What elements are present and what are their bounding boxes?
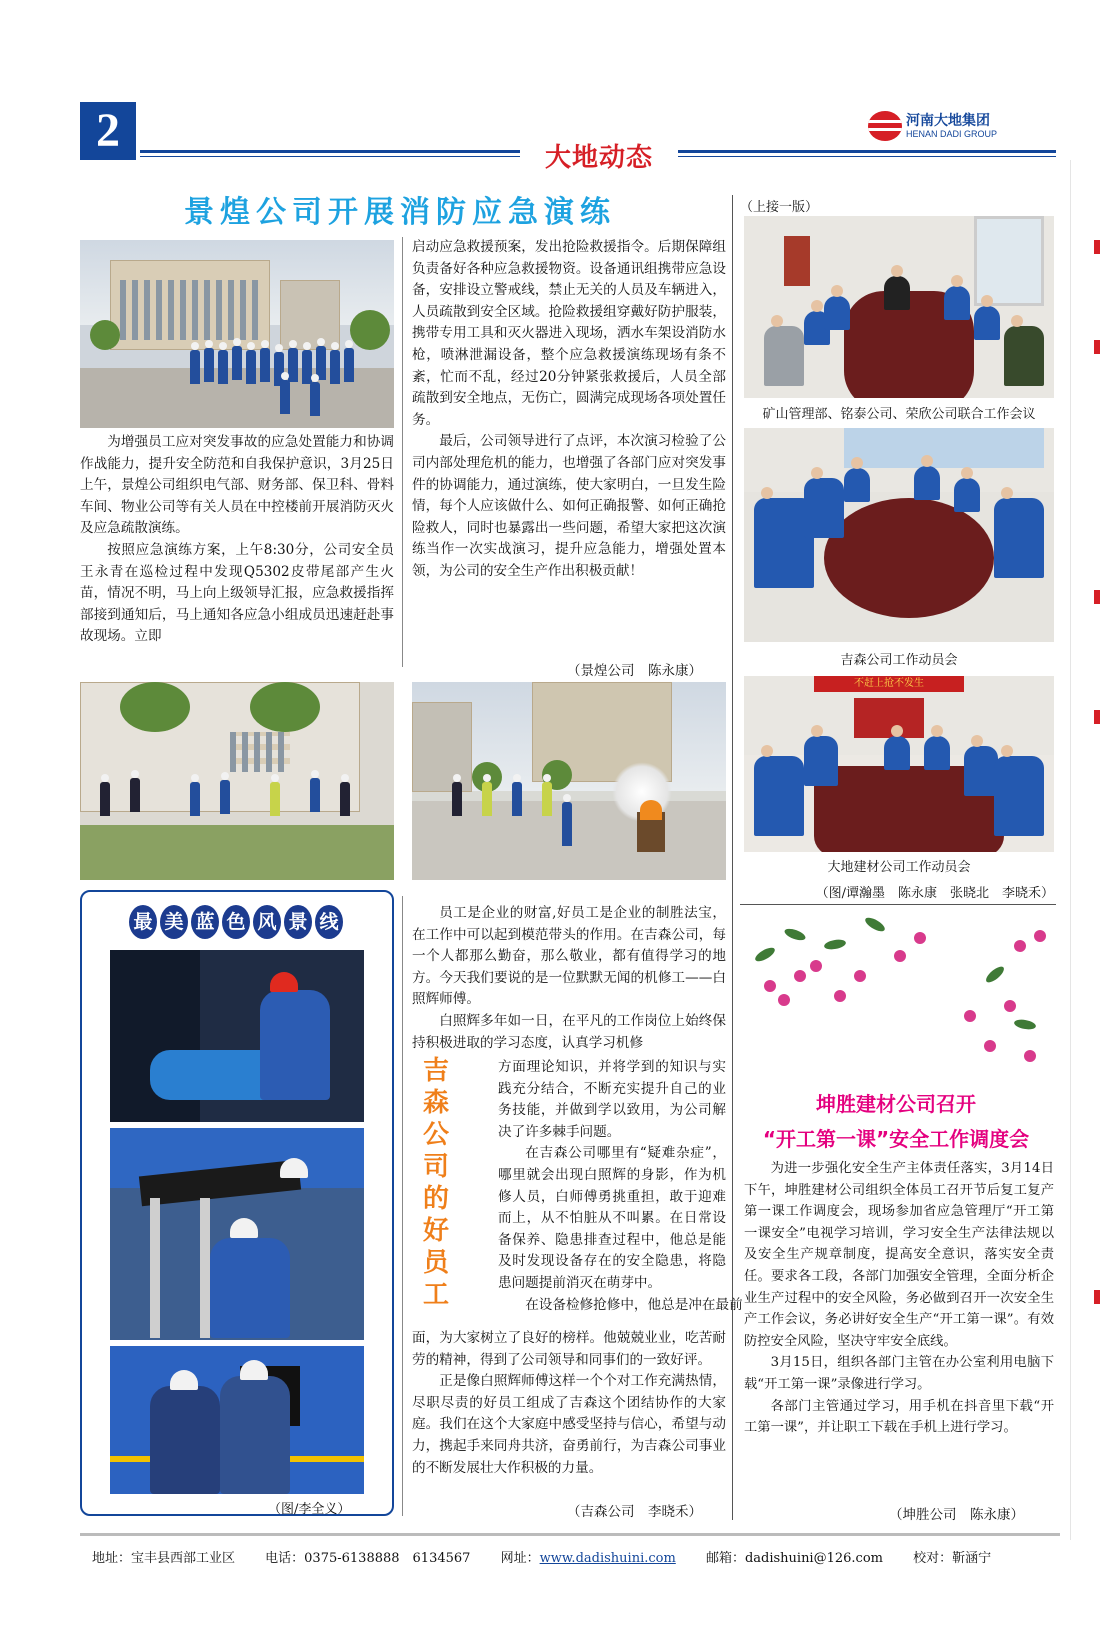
article3-byline: （坤胜公司 陈永康） (889, 1507, 1024, 1523)
page-number: 2 (80, 102, 136, 160)
article2-top (412, 903, 726, 1054)
feature-box-title (115, 905, 357, 941)
article2-bottom (412, 1328, 726, 1479)
photo-joint-meeting (744, 216, 1054, 398)
header-rule-left (140, 150, 520, 153)
caption-joint-meeting: 矿山管理部、铭泰公司、荣欣公司联合工作会议 (762, 407, 1036, 422)
photo-jisen-meeting (744, 428, 1054, 642)
feature-box-credit: （图/李全义） (268, 1502, 351, 1517)
article2-vertical-title: 吉森公司的好员工 (422, 1056, 449, 1310)
article1-paragraph: 启动应急救援预案，发出抢险救援指令。后期保障组负责备好各种应急救援物资。设备通讯组携带应急设备，安排设立警戒线，禁止无关的人员及车辆进入，人员疏散到安全区域。抢险救援组穿戴好防护服装，携带专用工具和灭火器进入现场，洒水车架设消防水枪，喷淋泄漏设备，整个应急救援演练现场有条不紊，忙而不乱，经过20分钟紧张救援后，人员全部疏散到安全地点，无伤亡，圆满完成现场各项处置任务。 (412, 239, 726, 428)
title-char: 蓝 (191, 905, 219, 939)
title-char: 风 (253, 905, 281, 939)
footer-phone: 电话：0375-6138888 6134567 (265, 1551, 471, 1566)
header-rule-left-thin (140, 156, 520, 157)
title-char: 色 (222, 905, 250, 939)
article2-middle (498, 1057, 743, 1316)
article3-paragraph: 各部门主管通过学习，用手机在抖音里下载“开工第一课”，并让职工下载在手机上进行学习。 (744, 1398, 1054, 1436)
title-char: 线 (315, 905, 343, 939)
edge-mark (1094, 340, 1100, 354)
title-char: 景 (284, 905, 312, 939)
article-title-fire-drill: 景煌公司开展消防应急演练 (184, 195, 616, 230)
article2-paragraph: 正是像白照辉师傅这样一个个对工作充满热情，尽职尽责的好员工组成了吉森这个团结协作的大家庭。我们在这个大家庭中感受坚持与信心，希望与动力，携起手来同舟共济，奋勇前行，为吉森公司事业的不断发展壮大作积极的力量。 (412, 1373, 726, 1476)
footer-website-label: 网址： (500, 1551, 540, 1566)
article3-paragraph: 为进一步强化安全生产主体责任落实，3月14日下午，坤胜建材公司组织全体员工召开节后复工复产第一课工作调度会，现场参加省应急管理厅“开工第一课安全”电视学习培训，学习安全生产法律法规以及安全生产规章制度，提高安全意识，落实安全责任。要求各工段，各部门加强安全管理，全面分析企业生产过程中的安全风险，务必做到召开一次安全生产工作会议，务必讲好安全生产“开工第一课”。有效防控安全风险，坚决守牢安全底线。 (744, 1161, 1054, 1349)
flower-decoration (744, 910, 1054, 1080)
article3-title-line2: “开工第一课”安全工作调度会 (762, 1127, 1030, 1151)
article1-paragraph: 按照应急演练方案，上午8:30分，公司安全员王永青在巡检过程中发现Q5302皮带尾部产生火苗，情况不明，马上向上级领导汇报，应急救援指挥部接到通知后，马上通知各应急小组成员迅速赶赴事故现场。立即 (80, 541, 394, 645)
article2-paragraph: 白照辉多年如一日，在平凡的工作岗位上始终保持积极进取的学习态度，认真学习机修 (412, 1012, 726, 1051)
article3-title-line1: 坤胜建材公司召开 (816, 1092, 976, 1116)
article1-paragraph: 最后，公司领导进行了点评，本次演习检验了公司内部处理危机的能力，也增强了各部门应对突发事件的协调能力，通过演练，使大家明白，一旦发生险情，每个人应该做什么、如何正确报警、如何正确抢险救人，同时也暴露出一些问题，希望大家把这次演练当作一次实战演习，提升应急能力，增强处置本领，为公司的安全生产作出积极贡献！ (412, 433, 726, 579)
photo-credit-right: （图/谭瀚墨 陈永康 张晓北 李晓禾） (815, 886, 1054, 901)
article2-paragraph: 员工是企业的财富,好员工是企业的制胜法宝，在工作中可以起到模范带头的作用。在吉森公司，每一个人都那么勤奋，那么敬业，都有值得学习的地方。今天我们要说的是一位默默无闻的机修工——白照辉师傅。 (412, 905, 726, 1008)
photo-dadi-building-meeting (744, 676, 1054, 852)
footer-email: 邮箱：dadishuini@126.com (705, 1551, 883, 1566)
photo-worker-valve (110, 950, 364, 1122)
caption-jisen-meeting: 吉森公司工作动员会 (840, 653, 958, 668)
divider-horizontal (740, 904, 1056, 905)
title-char: 美 (160, 905, 188, 939)
header-rule-right (678, 150, 1056, 153)
photo-evacuation (80, 682, 394, 880)
logo-chinese: 河南大地集团 (906, 112, 990, 129)
footer-rule (80, 1533, 1060, 1536)
footer-website-link[interactable]: www.dadishuini.com (539, 1551, 676, 1566)
logo-english: HENAN DADI GROUP (906, 128, 998, 139)
header-rule-right-thin (678, 156, 1056, 157)
photo-worker-ladder (110, 1128, 364, 1340)
company-logo (868, 110, 1018, 142)
edge-mark (1094, 590, 1100, 604)
footer-address: 地址：宝丰县西部工业区 (92, 1551, 236, 1566)
photo-fire-extinguishing (412, 682, 726, 880)
wall-banner: 不赶上抢不发生 (814, 676, 964, 692)
continued-note: （上接一版） (740, 200, 819, 215)
article3-body (744, 1158, 1054, 1439)
article2-paragraph: 方面理论知识，并将学到的知识与实践充分结合，不断充实提升自己的业务技能，并做到学以致用，为公司解决了许多棘手问题。 (498, 1059, 726, 1140)
edge-mark (1094, 710, 1100, 724)
globe-logo-icon (868, 111, 902, 141)
page-edge-border (1070, 160, 1100, 1540)
column-divider (402, 237, 403, 667)
caption-dadi-building-meeting: 大地建材公司工作动员会 (827, 860, 971, 875)
title-char: 最 (129, 905, 157, 939)
photo-drill-assembly (80, 240, 394, 428)
footer (92, 1547, 1017, 1566)
article2-byline: （吉森公司 李晓禾） (567, 1504, 702, 1520)
article2-paragraph: 在吉森公司哪里有“疑难杂症”，哪里就会出现白照辉的身影，作为机修人员，白师傅勇挑重担，敢于迎难而上，从不怕脏从不叫累。在日常设备保养、隐患排查过程中，他总是能及时发现设备存在的安全隐患，将隐患问题提前消灭在萌芽中。 (498, 1145, 726, 1291)
article1-col1 (80, 432, 394, 648)
footer-proofreader: 校对：靳涵宁 (913, 1551, 992, 1566)
edge-mark (1094, 240, 1100, 254)
article1-paragraph: 为增强员工应对突发事故的应急处置能力和协调作战能力，提升安全防范和自我保护意识，3月25日上午，景煌公司组织电气部、财务部、保卫科、骨料车间、物业公司等有关人员在中控楼前开展消防灭火及应急疏散演练。 (80, 434, 394, 537)
article2-paragraph: 面，为大家树立了良好的榜样。他兢兢业业，吃苦耐劳的精神，得到了公司领导和同事们的一致好评。 (412, 1330, 726, 1368)
article2-paragraph: 在设备检修抢修中，他总是冲在最前 (525, 1296, 743, 1313)
article3-paragraph: 3月15日，组织各部门主管在办公室利用电脑下载“开工第一课”录像进行学习。 (744, 1355, 1054, 1392)
column-divider (402, 896, 403, 1516)
photo-workers-panel (110, 1346, 364, 1494)
article1-byline: （景煌公司 陈永康） (567, 663, 702, 679)
edge-mark (1094, 1290, 1100, 1304)
column-divider (732, 195, 733, 1520)
article1-col2 (412, 237, 726, 583)
section-title: 大地动态 (544, 143, 653, 173)
